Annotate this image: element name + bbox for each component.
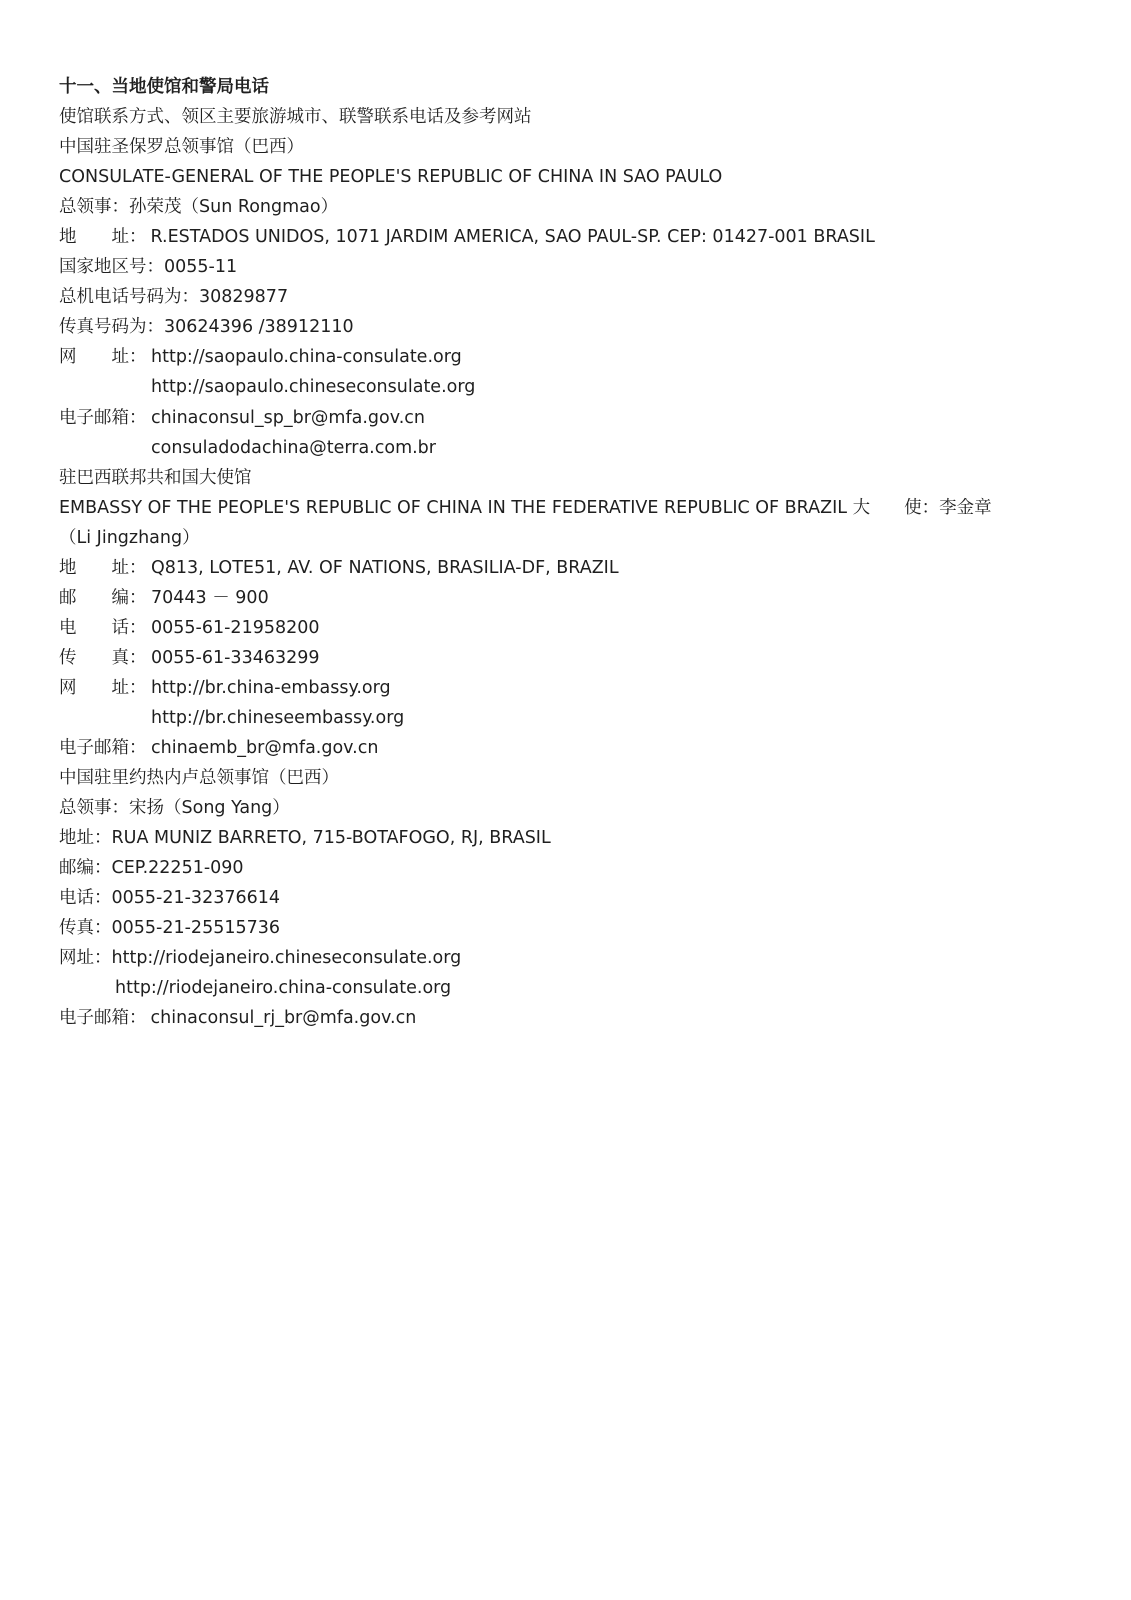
br-email-row <box>59 733 1069 763</box>
section-subheading: 使馆联系方式、领区主要旅游城市、联警联系电话及参考网站 <box>59 107 532 128</box>
sp-consul-row <box>59 192 1069 222</box>
rio-website-link-2[interactable]: http://riodejaneiro.china-consulate.org <box>115 978 452 999</box>
rio-consul-row <box>59 793 1069 823</box>
sp-country-code-row <box>59 252 1069 282</box>
br-postcode-row <box>59 583 1069 613</box>
sp-consul-label: 总领事： <box>59 197 129 218</box>
rio-website-label: 网址： <box>59 948 112 969</box>
sp-country-code-value: 0055-11 <box>164 257 238 278</box>
sp-address-value: R.ESTADOS UNIDOS, 1071 JARDIM AMERICA, SAO PAUL-SP. CEP: 01427-001 BRASIL <box>150 227 875 248</box>
br-email-label: 电子邮箱： <box>59 738 147 759</box>
br-ambassador-name-en: （Li Jingzhang） <box>59 527 200 548</box>
sp-email-label: 电子邮箱： <box>59 407 147 428</box>
br-fax-label: 传 真： <box>59 647 147 668</box>
br-ambassador-name: 李金章 <box>939 497 992 518</box>
rio-website-link-1[interactable]: http://riodejaneiro.chineseconsulate.org <box>111 948 462 969</box>
sp-switchboard-value: 30829877 <box>199 287 289 308</box>
section-heading: 十一、当地使馆和警局电话 <box>59 77 269 97</box>
br-fax-row <box>59 643 1069 673</box>
br-ambassador-label-b: 使： <box>904 497 940 518</box>
br-name-en-row <box>59 493 1069 523</box>
sp-switchboard-label: 总机电话号码为： <box>59 287 199 308</box>
sp-email-row-2 <box>59 433 1069 463</box>
rio-phone-row <box>59 883 1069 913</box>
rio-address-label: 地址： <box>59 828 112 849</box>
sp-fax-value: 30624396 /38912110 <box>164 317 354 338</box>
rio-website-row-2 <box>59 973 1069 1003</box>
sp-website-row-2 <box>59 372 1069 402</box>
rio-postcode-value: CEP.22251-090 <box>111 858 244 879</box>
document-page <box>59 72 1069 1034</box>
br-postcode-value: 70443 － 900 <box>151 587 269 608</box>
sp-fax-label: 传真号码为： <box>59 317 164 338</box>
rio-postcode-row <box>59 853 1069 883</box>
br-phone-row <box>59 613 1069 643</box>
rio-name-cn: 中国驻里约热内卢总领事馆（巴西） <box>59 768 339 789</box>
rio-website-row <box>59 943 1069 973</box>
br-fax-value: 0055-61-33463299 <box>151 647 320 668</box>
sp-website-link-2[interactable]: http://saopaulo.chineseconsulate.org <box>151 377 476 398</box>
br-website-label: 网 址： <box>59 677 147 698</box>
br-address-value: Q813, LOTE51, AV. OF NATIONS, BRASILIA-DF, BRAZIL <box>151 557 619 578</box>
br-postcode-label: 邮 编： <box>59 587 147 608</box>
sp-website-row <box>59 342 1069 372</box>
br-website-row <box>59 673 1069 703</box>
sp-website-link-1[interactable]: http://saopaulo.china-consulate.org <box>151 347 462 368</box>
rio-email-link[interactable]: chinaconsul_rj_br@mfa.gov.cn <box>150 1008 417 1029</box>
rio-fax-label: 传真： <box>59 918 112 939</box>
sp-fax-row <box>59 312 1069 342</box>
sp-email-link-1[interactable]: chinaconsul_sp_br@mfa.gov.cn <box>151 407 425 428</box>
br-website-row-2 <box>59 703 1069 733</box>
sp-name-cn: 中国驻圣保罗总领事馆（巴西） <box>59 137 304 158</box>
br-email-link[interactable]: chinaemb_br@mfa.gov.cn <box>151 738 379 759</box>
rio-postcode-label: 邮编： <box>59 858 112 879</box>
rio-email-label: 电子邮箱： <box>59 1008 147 1029</box>
sp-country-code-label: 国家地区号： <box>59 257 164 278</box>
br-website-link-1[interactable]: http://br.china-embassy.org <box>151 677 391 698</box>
rio-consul-label: 总领事： <box>59 798 129 819</box>
sp-address-row <box>59 222 1069 252</box>
br-phone-label: 电 话： <box>59 617 147 638</box>
sp-email-link-2[interactable]: consuladodachina@terra.com.br <box>151 437 436 458</box>
rio-email-row <box>59 1003 1069 1033</box>
rio-fax-row <box>59 913 1069 943</box>
sp-name-en: CONSULATE-GENERAL OF THE PEOPLE'S REPUBLIC OF CHINA IN SAO PAULO <box>59 167 723 188</box>
sp-website-label: 网 址： <box>59 347 147 368</box>
br-ambassador-label-a: 大 <box>852 497 871 518</box>
rio-consul-value: 宋扬（Song Yang） <box>129 798 290 819</box>
br-name-cn: 驻巴西联邦共和国大使馆 <box>59 467 252 488</box>
br-name-en: EMBASSY OF THE PEOPLE'S REPUBLIC OF CHINA IN THE FEDERATIVE REPUBLIC OF BRAZIL <box>59 497 847 518</box>
sp-email-row <box>59 403 1069 433</box>
rio-address-value: RUA MUNIZ BARRETO, 715-BOTAFOGO, RJ, BRASIL <box>111 828 551 849</box>
rio-address-row <box>59 823 1069 853</box>
sp-consul-value: 孙荣茂（Sun Rongmao） <box>129 197 339 218</box>
rio-fax-value: 0055-21-25515736 <box>111 918 281 939</box>
rio-phone-label: 电话： <box>59 888 112 909</box>
br-address-row <box>59 553 1069 583</box>
rio-phone-value: 0055-21-32376614 <box>111 888 281 909</box>
br-website-link-2[interactable]: http://br.chineseembassy.org <box>151 707 405 728</box>
sp-switchboard-row <box>59 282 1069 312</box>
sp-address-label: 地 址： <box>59 227 147 248</box>
br-address-label: 地 址： <box>59 557 147 578</box>
br-phone-value: 0055-61-21958200 <box>151 617 320 638</box>
